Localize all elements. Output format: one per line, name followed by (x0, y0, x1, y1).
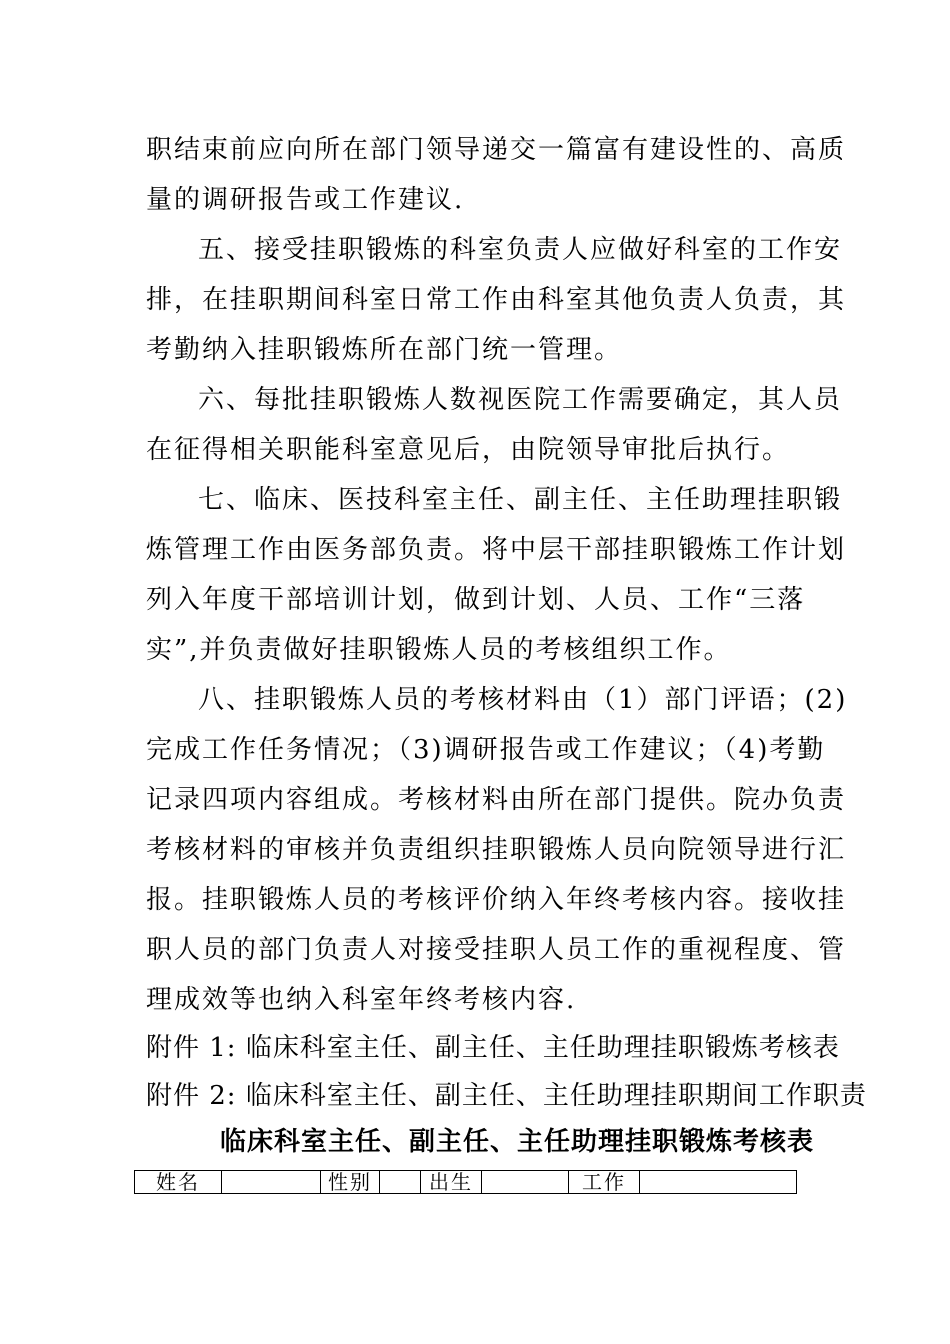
paragraph-8-line-3: 记录四项内容组成。考核材料由所在部门提供。院办负责 (146, 785, 847, 815)
appendix-2: 附件 2: 临床科室主任、副主任、主任助理挂职期间工作职责 (146, 1081, 867, 1111)
paragraph-4-line-2: 量的调研报告或工作建议. (146, 185, 465, 215)
table-row (135, 1171, 797, 1194)
name-field[interactable] (222, 1171, 321, 1194)
name-label: 姓名 (135, 1171, 222, 1194)
paragraph-7-line-3: 列入年度干部培训计划，做到计划、人员、工作“三落 (146, 585, 806, 615)
appendix-1: 附件 1: 临床科室主任、副主任、主任助理挂职锻炼考核表 (146, 1033, 840, 1063)
work-field[interactable] (640, 1171, 797, 1194)
paragraph-4-line-1: 职结束前应向所在部门领导递交一篇富有建设性的、高质 (146, 135, 847, 165)
work-label: 工作 (569, 1171, 640, 1194)
paragraph-8-line-2: 完成工作任务情况；（3)调研报告或工作建议；（4)考勤 (146, 735, 826, 765)
paragraph-7-line-4: 实”,并负责做好挂职锻炼人员的考核组织工作。 (146, 635, 732, 665)
paragraph-8-line-5: 报。挂职锻炼人员的考核评价纳入年终考核内容。接收挂 (146, 885, 847, 915)
paragraph-6-line-2: 在征得相关职能科室意见后，由院领导审批后执行。 (146, 435, 791, 465)
birth-label: 出生 (421, 1171, 482, 1194)
paragraph-8-line-1: 八、挂职锻炼人员的考核材料由（1）部门评语；(2) (198, 685, 848, 715)
paragraph-8-line-6: 职人员的部门负责人对接受挂职人员工作的重视程度、管 (146, 935, 847, 965)
paragraph-5-line-2: 排，在挂职期间科室日常工作由科室其他负责人负责，其 (146, 285, 847, 315)
paragraph-8-line-7: 理成效等也纳入科室年终考核内容. (146, 985, 577, 1015)
gender-field[interactable] (380, 1171, 421, 1194)
paragraph-7-line-2: 炼管理工作由医务部负责。将中层干部挂职锻炼工作计划 (146, 535, 847, 565)
assessment-form-table (134, 1170, 797, 1194)
paragraph-5-line-3: 考勤纳入挂职锻炼所在部门统一管理。 (146, 335, 623, 365)
paragraph-7-line-1: 七、临床、医技科室主任、副主任、主任助理挂职锻 (198, 485, 843, 515)
gender-label: 性别 (321, 1171, 380, 1194)
paragraph-6-line-1: 六、每批挂职锻炼人数视医院工作需要确定，其人员 (198, 385, 843, 415)
paragraph-8-line-4: 考核材料的审核并负责组织挂职锻炼人员向院领导进行汇 (146, 835, 847, 865)
assessment-form-title: 临床科室主任、副主任、主任助理挂职锻炼考核表 (220, 1127, 815, 1157)
birth-field[interactable] (482, 1171, 569, 1194)
paragraph-5-line-1: 五、接受挂职锻炼的科室负责人应做好科室的工作安 (198, 235, 843, 265)
